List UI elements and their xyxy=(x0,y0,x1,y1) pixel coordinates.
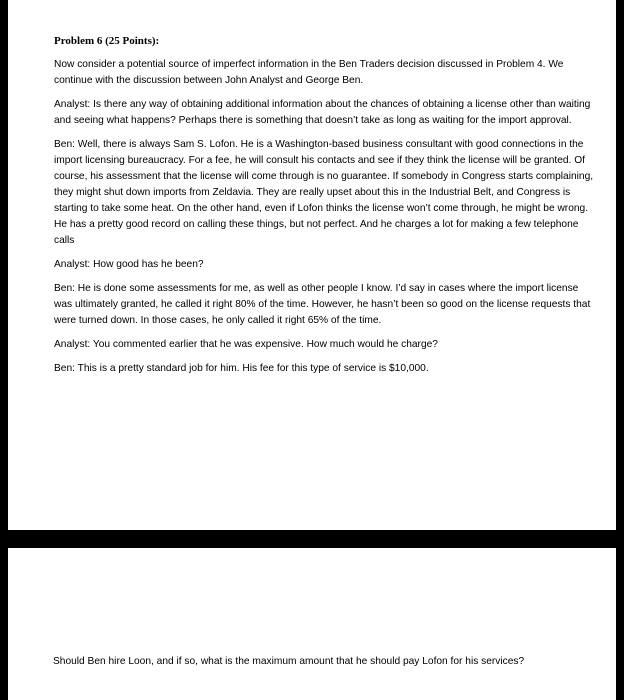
analyst-cost-paragraph: Analyst: You commented earlier that he was expensive. How much would he charge? xyxy=(54,339,438,350)
problem-heading: Problem 6 (25 Points): xyxy=(54,35,160,47)
ben-accuracy-paragraph: Ben: He is done some assessments for me, as well as other people I know. I’d say in cases where the import license was ultimately granted, he called it right 80% of the time. However, he hasn’t been so good on the license requests that were turned down. In those cases, he only called it right 65% of the time. xyxy=(54,283,591,326)
analyst-how-good-paragraph: Analyst: How good has he been? xyxy=(54,259,204,270)
document-page-top xyxy=(8,0,616,530)
ben-fee-paragraph: Ben: This is a pretty standard job for him. His fee for this type of service is $10,000. xyxy=(54,363,429,374)
ben-lofon-paragraph: Ben: Well, there is always Sam S. Lofon. He is a Washington-based business consultant with good connections in the import licensing bureaucracy. For a fee, he will consult his contacts and see if they think the license will be granted. Of course, his assessment that the license will come through is no guarantee. If somebody in Congress starts complaining, they might shut down imports from Zeldavia. They are really upset about this in the Industrial Belt, and Congress is starting to take some heat. On the other hand, even if Lofon thinks the license won’t come through, he might be wrong. He has a pretty good record on calling these things, but not perfect. And he charges a lot for making a few telephone calls xyxy=(54,139,594,246)
question-text: Should Ben hire Loon, and if so, what is the maximum amount that he should pay Lofon for his services? xyxy=(53,656,525,667)
document-page-bottom xyxy=(8,548,616,700)
intro-paragraph: Now consider a potential source of imperfect information in the Ben Traders decision discussed in Problem 4. We continue with the discussion between John Analyst and George Ben. xyxy=(54,59,564,86)
analyst-question-paragraph: Analyst: Is there any way of obtaining additional information about the chances of obtaining a license other than waiting and seeing what happens? Perhaps there is something that doesn’t take as long as waiting for the import approval. xyxy=(54,99,591,126)
problem-content xyxy=(54,34,598,385)
